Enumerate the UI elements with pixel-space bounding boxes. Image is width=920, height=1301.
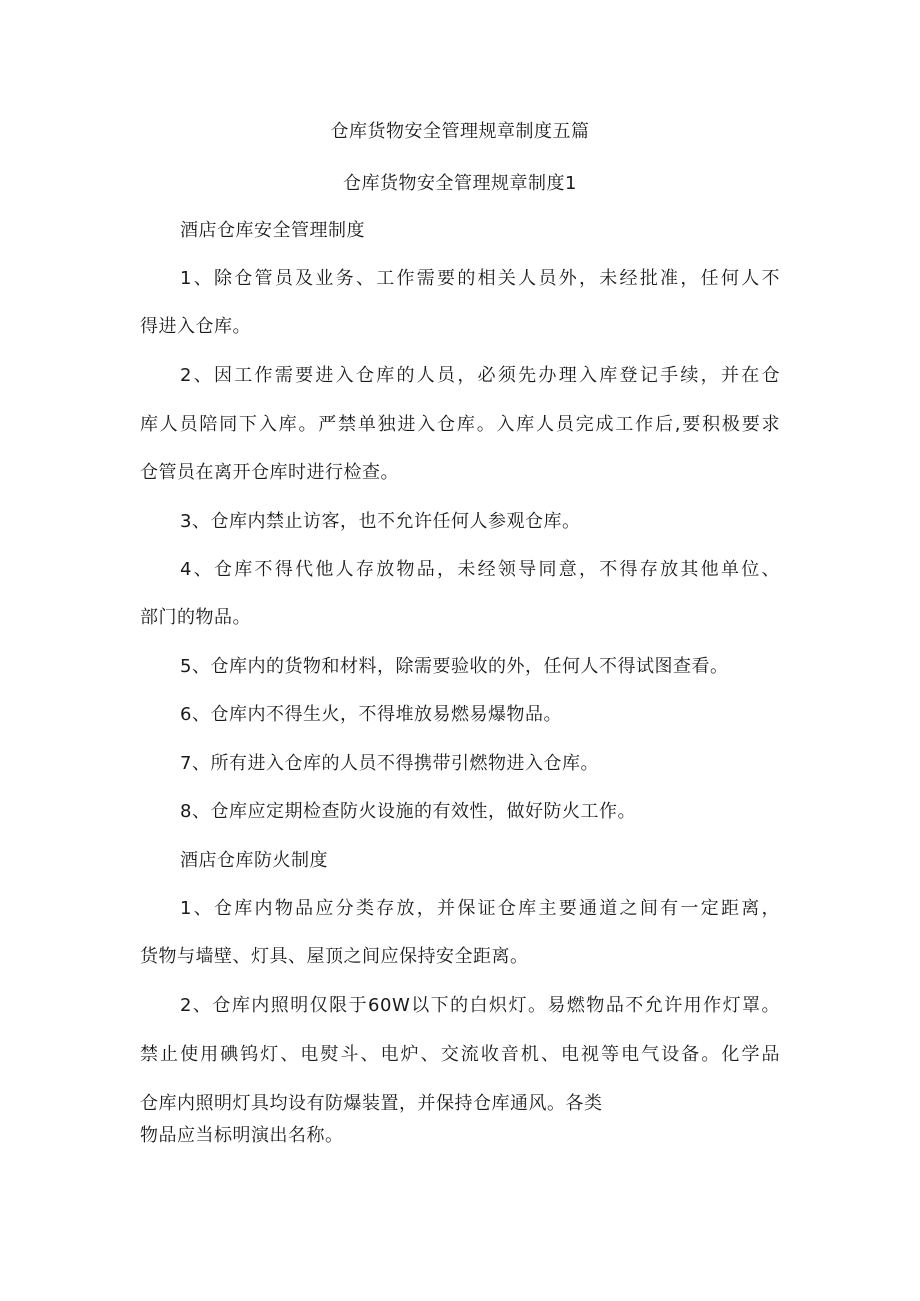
paragraph-line: 物品应当标明演出名称。 xyxy=(140,1125,344,1146)
paragraph-line: 8、仓库应定期检查防火设施的有效性，做好防火工作。 xyxy=(180,801,636,822)
paragraph-line: 5、仓库内的货物和材料，除需要验收的外，任何人不得试图查看。 xyxy=(180,656,729,677)
document-subtitle: 仓库货物安全管理规章制度1 xyxy=(343,173,577,194)
paragraph-line: 4、仓库不得代他人存放物品，未经领导同意，不得存放其他单位、 xyxy=(180,559,780,580)
section-heading-security: 酒店仓库安全管理制度 xyxy=(180,220,365,241)
paragraph-line: 禁止使用碘钨灯、电熨斗、电炉、交流收音机、电视等电气设备。化学品 xyxy=(140,1044,780,1065)
paragraph-line: 2、因工作需要进入仓库的人员，必须先办理入库登记手续，并在仓 xyxy=(180,365,780,386)
paragraph-line: 仓管员在离开仓库时进行检查。 xyxy=(140,462,399,483)
paragraph-line: 7、所有进入仓库的人员不得携带引燃物进入仓库。 xyxy=(180,753,599,774)
paragraph-line: 3、仓库内禁止访客，也不允许任何人参观仓库。 xyxy=(180,511,581,532)
paragraph-line: 1、除仓管员及业务、工作需要的相关人员外，未经批准，任何人不 xyxy=(180,268,780,289)
document-title: 仓库货物安全管理规章制度五篇 xyxy=(330,121,590,142)
paragraph-line: 1、仓库内物品应分类存放，并保证仓库主要通道之间有一定距离， xyxy=(180,898,780,919)
paragraph-line: 货物与墙壁、灯具、屋顶之间应保持安全距离。 xyxy=(140,946,529,967)
paragraph-line: 2、仓库内照明仅限于60W以下的白炽灯。易燃物品不允许用作灯罩。 xyxy=(180,995,780,1016)
paragraph-line: 6、仓库内不得生火，不得堆放易燃易爆物品。 xyxy=(180,704,562,725)
paragraph-line: 库人员陪同下入库。严禁单独进入仓库。入库人员完成工作后,要积极要求 xyxy=(140,414,780,435)
section-heading-fire: 酒店仓库防火制度 xyxy=(180,850,328,871)
paragraph-line: 部门的物品。 xyxy=(140,607,251,628)
paragraph-line: 得进入仓库。 xyxy=(140,316,251,337)
paragraph-line: 仓库内照明灯具均设有防爆装置，并保持仓库通风。各类 xyxy=(140,1093,603,1114)
